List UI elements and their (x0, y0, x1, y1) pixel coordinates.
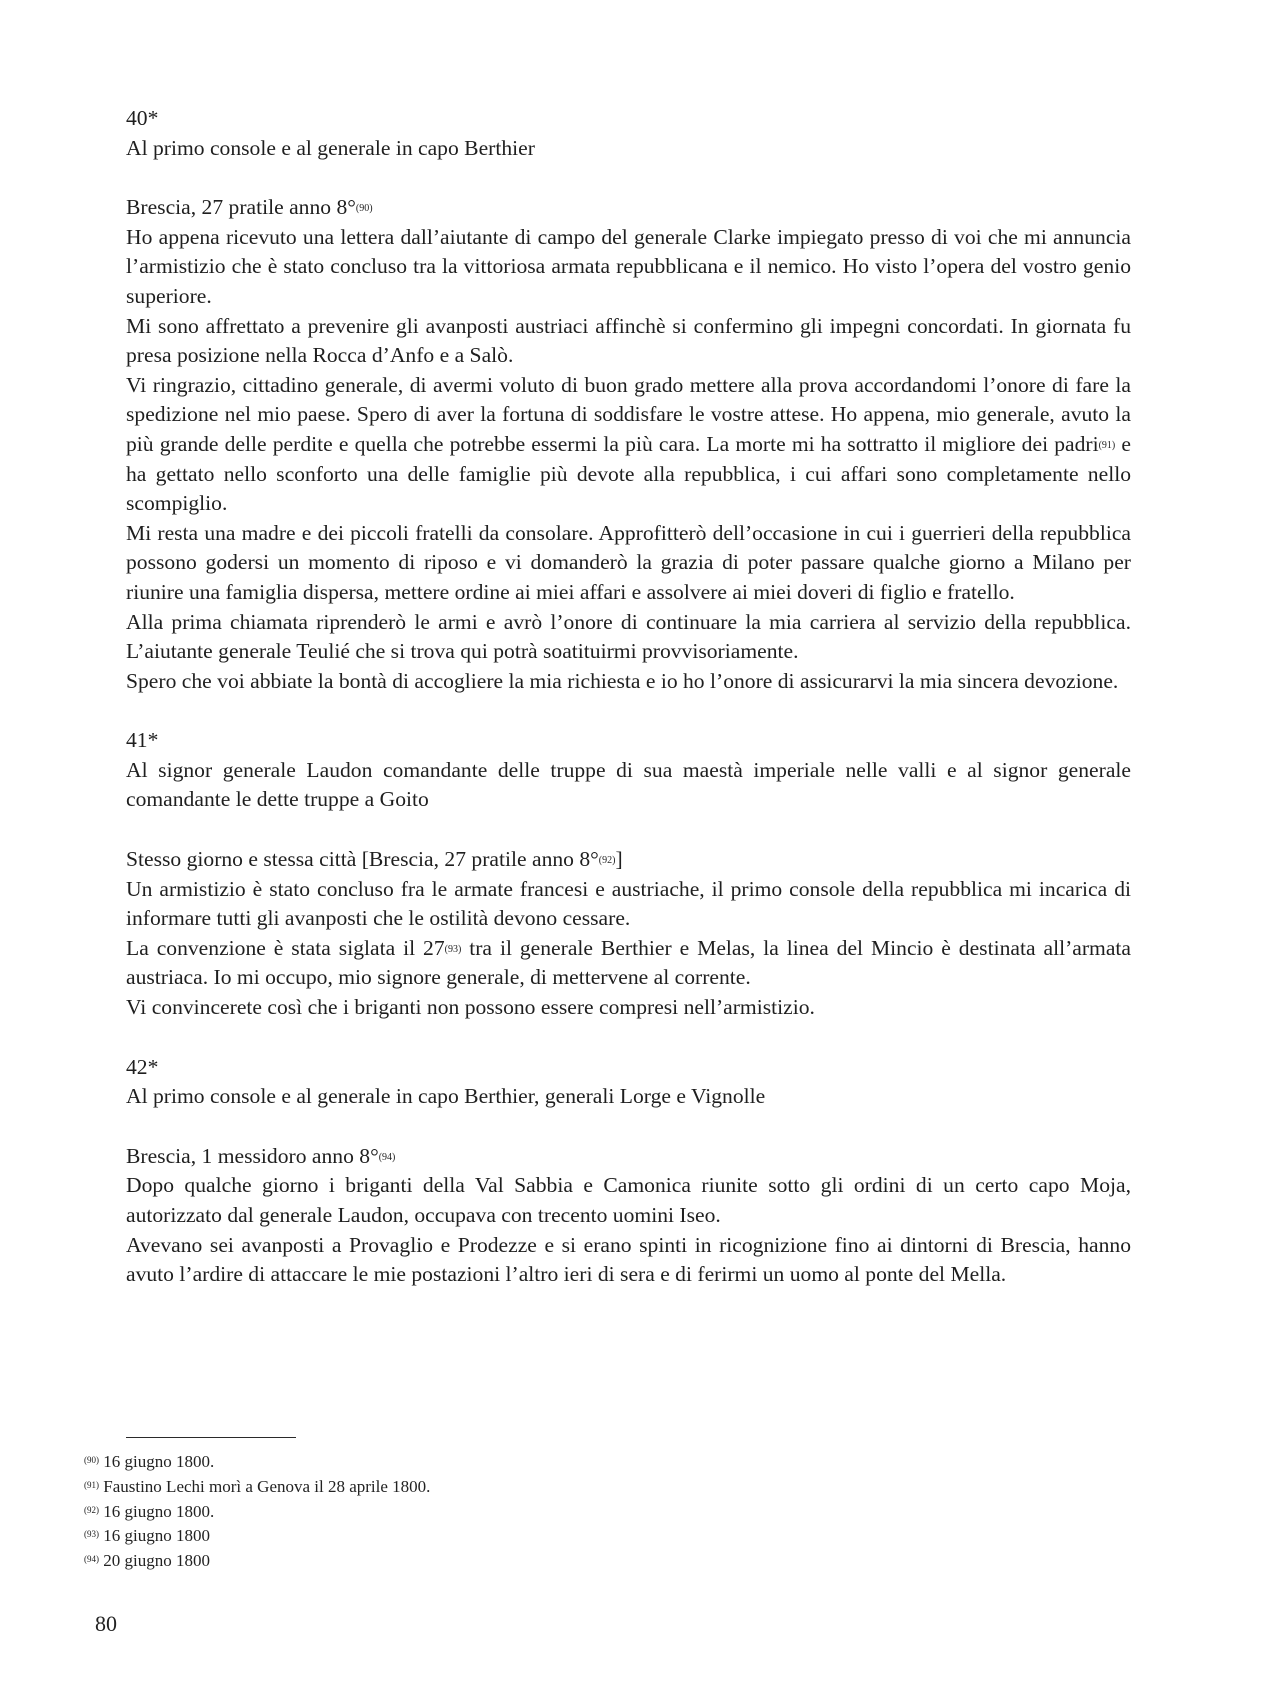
footnotes (84, 1450, 430, 1574)
letter-dateline: Brescia, 27 pratile anno 8°$^{(90)}$ (126, 195, 373, 220)
footnote: $^{(94)}$ 20 giugno 1800 (84, 1551, 210, 1571)
letter-addressee: Al signor generale Laudon comandante delle truppe di sua maestà imperiale nelle valli e al signor generale comandante le dette truppe a Goito (126, 757, 1131, 812)
letter-dateline: Brescia, 1 messidoro anno 8°$^{(94)}$ (126, 1143, 396, 1168)
letter-42 (126, 1053, 1131, 1290)
letter-paragraph: Alla prima chiamata riprenderò le armi e avrò l’onore di continuare la mia carriera al servizio della repubblica. L’aiutante generale Teulié che si trova qui potrà soatituirmi provvisoriamente. (126, 609, 1131, 664)
letter-41 (126, 726, 1131, 1022)
letter-dateline: Stesso giorno e stessa città [Brescia, 27 pratile anno 8°$^{(92)}$] (126, 847, 623, 872)
page-number: 80 (95, 1611, 117, 1636)
letter-number: 42* (126, 1054, 159, 1079)
letter-paragraph: Un armistizio è stato concluso fra le armate francesi e austriache, il primo console della repubblica mi incarica di informare tutti gli avanposti che le ostilità devono cessare. (126, 876, 1131, 931)
footnote-ref: (94) (378, 1151, 396, 1163)
letter-paragraph: Spero che voi abbiate la bontà di accogliere la mia richiesta e io ho l’onore di assicurarvi la mia sincera devozione. (126, 668, 1119, 693)
footnote: $^{(91)}$ Faustino Lechi morì a Genova il 28 aprile 1800. (84, 1476, 431, 1496)
letter-paragraph: Mi sono affrettato a prevenire gli avanposti austriaci affinchè si confermino gli impegni concordati. In giornata fu presa posizione nella Rocca d’Anfo e a Salò. (126, 313, 1131, 368)
document-body (126, 104, 1131, 1290)
letter-paragraph: Mi resta una madre e dei piccoli fratelli da consolare. Approfitterò dell’occasione in cui i guerrieri della repubblica possono godersi un momento di riposo e vi domanderò la grazia di poter passare qualche giorno a Milano per riunire una famiglia dispersa, mettere ordine ai miei affari e assolvere ai miei doveri di figlio e fratello. (126, 520, 1131, 604)
footnote-ref: (93) (444, 943, 462, 955)
footnote-ref: (90) (355, 203, 373, 215)
letter-paragraph: La convenzione è stata siglata il 27$^{(93)}$ tra il generale Berthier e Melas, la linea del Mincio è destinata all’armata austriaca. Io mi occupo, mio signore generale, di mettervene al corrente. (126, 935, 1131, 990)
footnote-rule (126, 1437, 296, 1438)
letter-paragraph: Avevano sei avanposti a Provaglio e Prodezze e si erano spinti in ricognizione fino ai dintorni di Brescia, hanno avuto l’ardire di attaccare le mie postazioni l’altro ieri di sera e di ferirmi un uomo al ponte del Mella. (126, 1232, 1131, 1287)
letter-number: 40* (126, 106, 159, 130)
letter-paragraph: Vi ringrazio, cittadino generale, di avermi voluto di buon grado mettere alla prova accordandomi l’onore di fare la spedizione nel mio paese. Spero di aver la fortuna di soddisfare le vostre attese. Ho appena, mio generale, avuto la più grande delle perdite e quella che potrebbe essermi la più cara. La morte mi ha sottratto il migliore dei padri$^{(91)}$ e ha gettato nello sconforto una delle famiglie più devote alla repubblica, i cui affari sono completamente nello scompiglio. (126, 372, 1131, 516)
footnote-ref: (92) (598, 855, 616, 867)
footnote-ref: (91) (1098, 439, 1116, 451)
letter-40 (126, 104, 1131, 696)
letter-paragraph: Ho appena ricevuto una lettera dall’aiutante di campo del generale Clarke impiegato presso di voi che mi annuncia l’armistizio che è stato concluso tra la vittoriosa armata repubblicana e il nemico. Ho visto l’opera del vostro genio superiore. (126, 224, 1131, 308)
letter-addressee: Al primo console e al generale in capo Berthier, generali Lorge e Vignolle (126, 1084, 766, 1109)
letter-number: 41* (126, 728, 159, 753)
footnote: $^{(93)}$ 16 giugno 1800 (84, 1526, 210, 1546)
letter-paragraph: Vi convincerete così che i briganti non possono essere compresi nell’armistizio. (126, 995, 815, 1020)
footnote: $^{(92)}$ 16 giugno 1800. (84, 1501, 215, 1521)
footnote: $^{(90)}$ 16 giugno 1800. (84, 1452, 215, 1471)
letter-paragraph: Dopo qualche giorno i briganti della Val Sabbia e Camonica riunite sotto gli ordini di un certo capo Moja, autorizzato dal generale Laudon, occupava con trecento uomini Iseo. (126, 1173, 1131, 1227)
letter-addressee: Al primo console e al generale in capo Berthier (126, 135, 535, 160)
